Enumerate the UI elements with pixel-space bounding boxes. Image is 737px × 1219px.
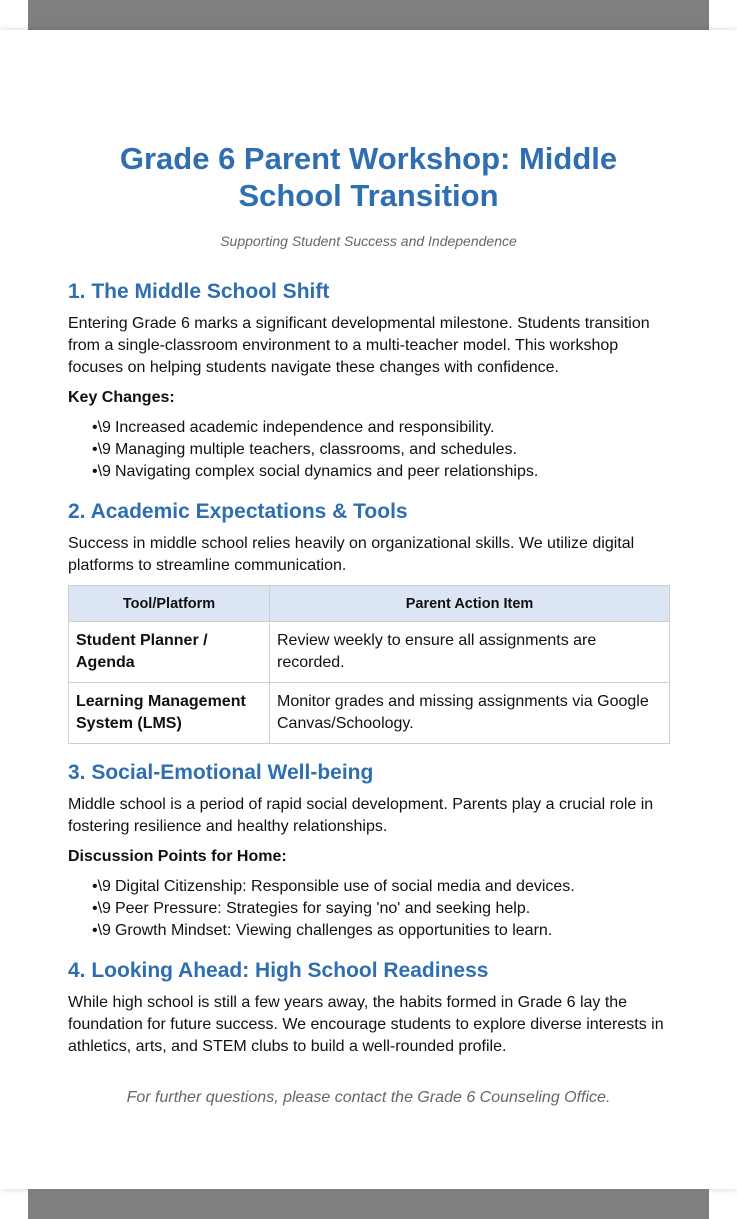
bullet-marker: •\9 [92,900,111,917]
section-academic-expectations [68,499,669,744]
table-row [69,683,670,744]
list-item [92,417,669,439]
list-item-text: Peer Pressure: Strategies for saying 'no' and seeking help. [114,900,531,917]
table-row [69,622,670,683]
list-item-text: Increased academic independence and responsibility. [114,419,495,436]
section-social-emotional [68,760,669,942]
section-body: Success in middle school relies heavily on organizational skills. We utilize digital platforms to streamline communication. [68,535,635,574]
tools-table [68,585,670,744]
list-item [92,898,669,920]
section-body: Middle school is a period of rapid social development. Parents play a crucial role in fostering resilience and healthy relationships. [68,796,654,835]
list-label: Key Changes: [68,389,175,406]
table-cell-action: Review weekly to ensure all assignments are recorded. [270,622,670,683]
section-heading: 2. Academic Expectations & Tools [68,500,408,523]
document-subtitle: Supporting Student Success and Independence [220,233,517,249]
list-item [92,461,669,483]
viewer-bottom-bar [28,1189,709,1219]
list-item-text: Managing multiple teachers, classrooms, and schedules. [114,441,517,458]
page-content [68,140,669,1109]
list-item-text: Digital Citizenship: Responsible use of social media and devices. [114,878,575,895]
table-header-row [69,586,670,622]
section-heading: 1. The Middle School Shift [68,280,330,303]
bullet-marker: •\9 [92,922,111,939]
section-heading: 3. Social-Emotional Well-being [68,761,374,784]
list-item-text: Navigating complex social dynamics and peer relationships. [114,463,539,480]
list-item [92,439,669,461]
section-middle-school-shift [68,279,669,483]
footer-note: For further questions, please contact the Grade 6 Counseling Office. [126,1089,611,1106]
list-label: Discussion Points for Home: [68,848,287,865]
table-header-tool: Tool/Platform [69,586,270,622]
table-cell-tool: Student Planner / Agenda [69,622,270,683]
discussion-points-list [68,876,669,942]
bullet-marker: •\9 [92,463,111,480]
key-changes-list [68,417,669,483]
list-item [92,876,669,898]
viewer-top-bar [28,0,709,30]
table-header-action: Parent Action Item [270,586,670,622]
section-high-school-readiness [68,958,669,1058]
section-heading: 4. Looking Ahead: High School Readiness [68,959,489,982]
section-body: While high school is still a few years away, the habits formed in Grade 6 lay the foundation for future success. We encourage students to explore diverse interests in athletics, arts, and STEM clubs to build a well-rounded profile. [68,994,664,1055]
bullet-marker: •\9 [92,878,111,895]
list-item [92,920,669,942]
table-cell-tool: Learning Management System (LMS) [69,683,270,744]
document-page [0,30,737,1189]
bullet-marker: •\9 [92,441,111,458]
bullet-marker: •\9 [92,419,111,436]
table-cell-action: Monitor grades and missing assignments via Google Canvas/Schoology. [270,683,670,744]
document-title: Grade 6 Parent Workshop: Middle School Transition [119,141,618,213]
list-item-text: Growth Mindset: Viewing challenges as opportunities to learn. [114,922,553,939]
section-body: Entering Grade 6 marks a significant developmental milestone. Students transition from a single-classroom environment to a multi-teacher model. This workshop focuses on helping students navigate these changes with confidence. [68,315,650,376]
